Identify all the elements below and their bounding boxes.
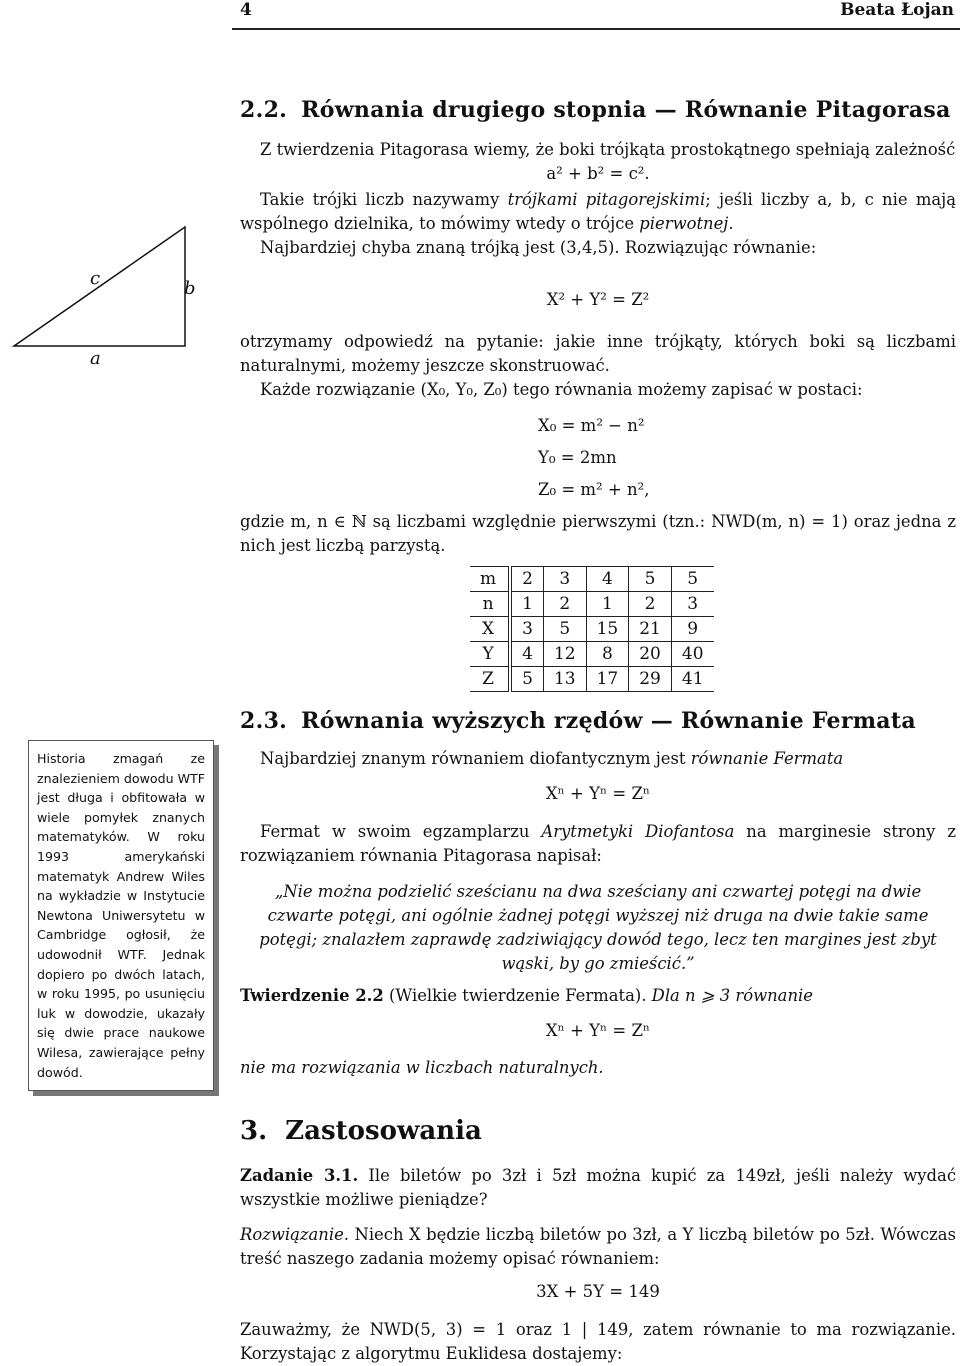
task-3-1 (240, 1164, 956, 1212)
table-row (470, 642, 714, 667)
table-row-header: Y (470, 642, 510, 667)
solution-label: Rozwiązanie. (240, 1225, 350, 1244)
equation-z0: Z₀ = m² + n², (538, 480, 650, 499)
answer-paragraph (240, 330, 956, 402)
table-cell: 3 (671, 592, 713, 617)
table-row (470, 617, 714, 642)
table-cell: 2 (629, 592, 672, 617)
pythagorean-triples-table (470, 566, 714, 692)
table-cell: 41 (671, 667, 713, 692)
right-triangle-figure (0, 215, 200, 365)
table-cell: 2 (543, 592, 586, 617)
known-triple-paragraph: Najbardziej chyba znaną trójką jest (3,4,5). Rozwiązując równanie: (260, 238, 817, 257)
table-cell: 17 (586, 667, 629, 692)
section-number: 2.3. (240, 708, 288, 734)
equation-xyz: X² + Y² = Z² (546, 290, 650, 309)
answer-text: otrzymamy odpowiedź na pytanie: jakie inne trójkąty, których boki są liczbami naturalnymi, możemy jeszcze skonstruować. (240, 332, 956, 375)
table-row-header: X (470, 617, 510, 642)
section-2-3-heading (240, 708, 916, 734)
task-text: Ile biletów po 3zł i 5zł można kupić za 149zł, jeśli należy wydać wszystkie możliwe pieniądze? (240, 1166, 957, 1209)
margin-note-box: Historia zmagań ze znalezieniem dowodu WTF jest długa i obfitowała w wiele pomyłek znanych matematyków. W roku 1993 amerykański matematyk Andrew Wiles na wykładzie w Instytucie Newtona Uniwersytetu w Cambridge ogłosił, że udowodnił WTF. Jednak dopiero po dwóch latach, w roku 1995, po usunięciu luk w dowodzie, ukazały się dwie prace naukowe Wilesa, zawierające pełny dowód. (28, 740, 214, 1091)
table-row-header: n (470, 592, 510, 617)
theorem-statement: Dla n ⩾ 3 równanie (651, 986, 813, 1005)
equation-y0: Y₀ = 2mn (538, 448, 617, 467)
section-title: Zastosowania (285, 1116, 482, 1146)
table-row (470, 592, 714, 617)
table-cell: 9 (671, 617, 713, 642)
equation-x0: X₀ = m² − n² (538, 416, 645, 435)
solution-paragraph (240, 1223, 956, 1271)
table-cell: 40 (671, 642, 713, 667)
table-cell: 3 (543, 567, 586, 592)
table-cell: 15 (586, 617, 629, 642)
table-cell: 5 (671, 567, 713, 592)
table-row-header: Z (470, 667, 510, 692)
table-cell: 3 (510, 617, 543, 642)
table-cell: 1 (510, 592, 543, 617)
theorem-2-2 (240, 984, 956, 1008)
fermat-intro-paragraph: Najbardziej znanym równaniem diofantycznym jest równanie Fermata (260, 749, 844, 768)
section-number: 3. (240, 1116, 268, 1146)
header-rule (232, 28, 960, 30)
table-cell: 5 (543, 617, 586, 642)
theorem-name: (Wielkie twierdzenie Fermata). (383, 986, 652, 1005)
fermat-quote: „Nie można podzielić sześcianu na dwa sześciany ani czwartej potęgi na dwie czwarte potęgi, ani ogólnie żadnej potęgi wyższej niż druga na dwie takie same potęgi; znalazłem zaprawdę zadziwiający dowód tego, lecz ten margines jest zbyt wąski, by go zmieścić.” (259, 882, 937, 973)
section-2-2-heading (240, 97, 951, 123)
table-row (470, 567, 714, 592)
table-cell: 2 (510, 567, 543, 592)
parametrization-system (538, 410, 649, 506)
fermat-margin-paragraph: Fermat w swoim egzamplarzu Arytmetyki Diofantosa na marginesie strony z rozwiązaniem równania Pitagorasa napisał: (240, 822, 956, 865)
triples-table-wrap (470, 566, 714, 692)
theorem-conclusion: nie ma rozwiązania w liczbach naturalnych. (240, 1058, 604, 1077)
intro-paragraph: Z twierdzenia Pitagorasa wiemy, że boki trójkąta prostokątnego spełniają zależność (260, 140, 956, 159)
table-cell: 5 (629, 567, 672, 592)
table-row (470, 667, 714, 692)
table-cell: 13 (543, 667, 586, 692)
table-cell: 29 (629, 667, 672, 692)
section-title: Równania drugiego stopnia — Równanie Pitagorasa (301, 97, 951, 123)
equation-pythagoras: a² + b² = c². (546, 164, 650, 183)
section-number: 2.2. (240, 97, 288, 123)
table-cell: 1 (586, 592, 629, 617)
equation-fermat: Xⁿ + Yⁿ = Zⁿ (545, 784, 651, 803)
page-number: 4 (240, 0, 252, 20)
theorem-equation: Xⁿ + Yⁿ = Zⁿ (545, 1021, 651, 1040)
triangle-label-b: b (184, 278, 196, 299)
table-cell: 8 (586, 642, 629, 667)
solution-text: Niech X będzie liczbą biletów po 3zł, a Y liczbą biletów po 5zł. Wówczas treść naszego zadania możemy opisać równaniem: (240, 1225, 956, 1268)
table-cell: 5 (510, 667, 543, 692)
euclid-paragraph: Zauważmy, że NWD(5, 3) = 1 oraz 1 | 149, zatem równanie to ma rozwiązanie. Korzystając z algorytmu Euklidesa dostajemy: (240, 1320, 956, 1363)
coprime-paragraph: gdzie m, n ∈ ℕ są liczbami względnie pierwszymi (tzn.: NWD(m, n) = 1) oraz jedna z nich jest liczbą parzystą. (240, 512, 956, 555)
table-cell: 4 (510, 642, 543, 667)
theorem-label: Twierdzenie 2.2 (240, 986, 384, 1005)
section-title: Równania wyższych rzędów — Równanie Fermata (301, 708, 916, 734)
table-row-header: m (470, 567, 510, 592)
pythagorean-triples-paragraph: Takie trójki liczb nazywamy trójkami pitagorejskimi; jeśli liczby a, b, c nie mają wspólnego dzielnika, to mówimy wtedy o trójce pierwotnej. (240, 190, 957, 233)
triangle-label-c: c (90, 268, 101, 289)
triangle-label-a: a (90, 348, 101, 369)
table-cell: 12 (543, 642, 586, 667)
table-cell: 4 (586, 567, 629, 592)
solution-form-paragraph: Każde rozwiązanie (X₀, Y₀, Z₀) tego równania możemy zapisać w postaci: (260, 380, 863, 399)
running-header-author: Beata Łojan (840, 0, 954, 20)
table-cell: 21 (629, 617, 672, 642)
table-cell: 20 (629, 642, 672, 667)
section-2-2-body (240, 138, 956, 260)
section-3-heading (240, 1116, 482, 1146)
equation-tickets: 3X + 5Y = 149 (536, 1282, 660, 1301)
task-label: Zadanie 3.1. (240, 1166, 359, 1185)
